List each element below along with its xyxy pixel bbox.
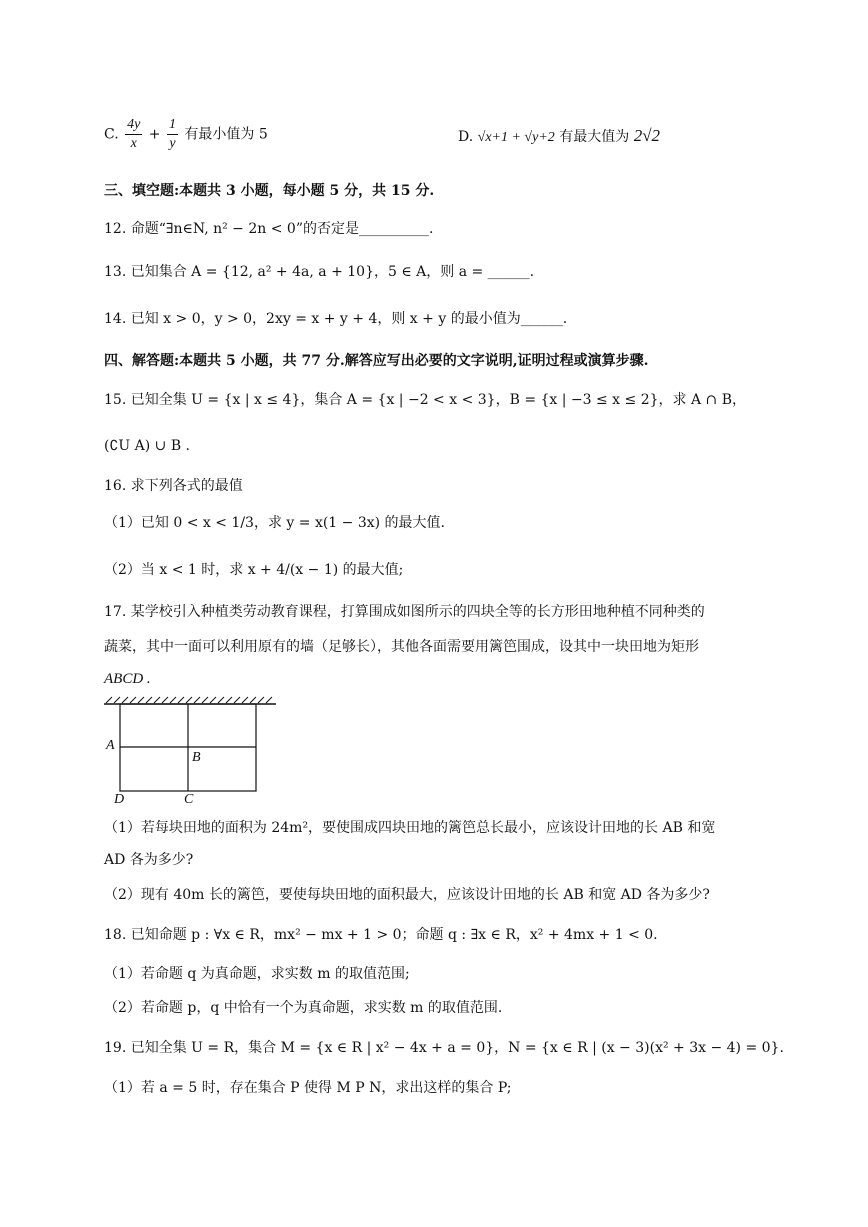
question-15: 15. 已知全集 U = {x | x ≤ 4}，集合 A = {x | −2 < x < 3}，B = {x | −3 ≤ x ≤ 2}，求 A ∩ B， <box>104 392 747 408</box>
option-d-expr: √x+1 + √y+2 <box>477 130 555 145</box>
option-d-text: 有最大值为 <box>559 129 630 145</box>
question-12: 12. 命题“∃n∈N, n² − 2n < 0”的否定是__________. <box>104 221 434 237</box>
question-16-part-2: （2）当 x < 1 时，求 x + 4/(x − 1) 的最大值; <box>104 562 404 578</box>
question-16: 16. 求下列各式的最值 <box>104 478 243 494</box>
field-figure <box>104 696 284 820</box>
fraction-4y-x: $\frac{4y}{x}$ <box>127 117 141 151</box>
option-d <box>458 126 660 146</box>
label-d: D <box>114 792 125 807</box>
question-18: 18. 已知命题 p : ∀x ∈ R，mx² − mx + 1 > 0；命题 q : ∃x ∈ R，x² + 4mx + 1 < 0. <box>104 927 658 943</box>
question-17-part-1-cont: AD 各为多少? <box>104 852 194 868</box>
question-17-part-2: （2）现有 40m 长的篱笆，要使每块田地的面积最大，应该设计田地的长 AB 和宽 AD 各为多少? <box>104 887 710 903</box>
question-18-part-1: （1）若命题 q 为真命题，求实数 m 的取值范围; <box>104 966 410 982</box>
question-15-cont: (∁U A) ∪ B . <box>104 438 191 454</box>
question-14: 14. 已知 x > 0，y > 0，2xy = x + y + 4，则 x + y 的最小值为______. <box>104 311 568 327</box>
option-d-label: D. <box>458 129 474 145</box>
question-16-part-1: （1）已知 0 < x < 1/3，求 y = x(1 − 3x) 的最大值. <box>104 515 446 531</box>
question-19: 19. 已知全集 U = R，集合 M = {x ∈ R | x² − 4x + a = 0}，N = {x ∈ R | (x − 3)(x² + 3x − 4) = 0}. <box>104 1040 784 1056</box>
option-c-text: 有最小值为 5 <box>184 126 268 143</box>
question-13: 13. 已知集合 A = {12, a² + 4a, a + 10}，5 ∈ A，则 a = ______. <box>104 264 535 280</box>
label-a: A <box>106 738 115 753</box>
question-17-abcd: ABCD . <box>104 671 151 687</box>
question-19-part-1: （1）若 a = 5 时，存在集合 P 使得 M P N，求出这样的集合 P; <box>104 1080 512 1096</box>
label-b: B <box>192 750 201 765</box>
question-18-part-2: （2）若命题 p，q 中恰有一个为真命题，求实数 m 的取值范围. <box>104 1000 503 1016</box>
section-4-heading: 四、解答题:本题共 5 小题，共 77 分.解答应写出必要的文字说明,证明过程或演算步骤. <box>104 353 649 369</box>
wall-hatching <box>106 697 272 703</box>
label-c: C <box>184 792 194 807</box>
option-c-label: C. <box>104 126 119 143</box>
section-3-heading: 三、填空题:本题共 3 小题，每小题 5 分，共 15 分. <box>104 183 435 199</box>
option-d-value: 2√2 <box>633 126 661 145</box>
option-c: C. $\frac{4y}{x}$ + $\frac{1}{y}$ 有最小值为 5 <box>104 117 268 151</box>
question-17: 17. 某学校引入种植类劳动教育课程，打算围成如图所示的四块全等的长方形田地种植不同种类的 <box>104 604 705 620</box>
question-17-part-1: （1）若每块田地的面积为 24m²，要使围成四块田地的篱笆总长最小，应该设计田地的长 AB 和宽 <box>104 820 716 836</box>
fraction-1-y: $\frac{1}{y}$ <box>168 117 176 151</box>
question-17-cont: 蔬菜，其中一面可以利用原有的墙（足够长），其他各面需要用篱笆围成，设其中一块田地为矩形 <box>104 639 699 655</box>
